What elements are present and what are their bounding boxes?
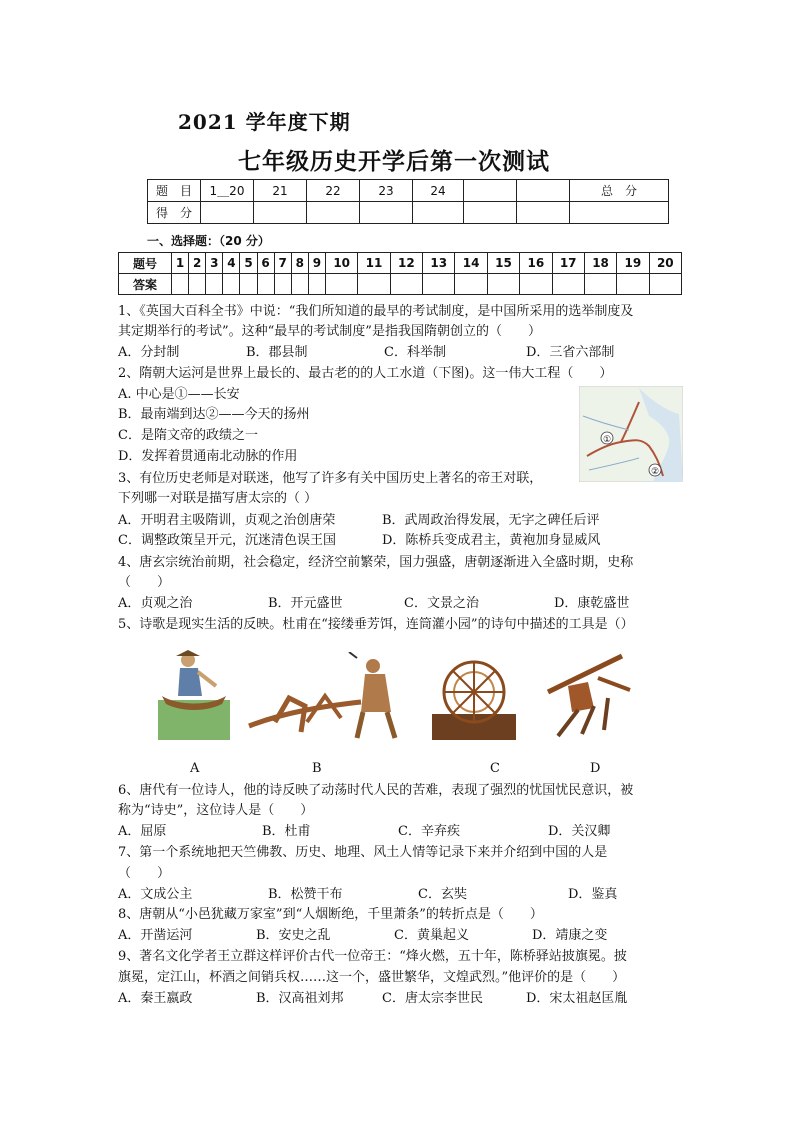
answer-number-cell: 18 [584,253,616,274]
option-c[interactable]: C．科举制 [384,345,446,360]
answer-input-cell[interactable] [520,274,552,295]
question-6-text-line1: 6、唐代有一位诗人，他的诗反映了动荡时代人民的苦难，表现了强烈的忧国忧民意识，被 [118,783,634,798]
answer-number-cell: 1 [172,253,189,274]
option-d[interactable]: D．陈桥兵变成君主，黄袍加身显威风 [382,533,601,548]
option-c[interactable]: C．是隋文帝的政绩之一 [118,428,258,443]
score-input-cell[interactable] [464,202,517,224]
answer-number-cell: 5 [240,253,257,274]
image-label-a: A [190,761,200,776]
question-7-text-line1: 7、第一个系统地把天竺佛教、历史、地理、风土人情等记录下来并介绍到中国的人是 [118,845,608,860]
answer-number-cell: 12 [390,253,422,274]
question-6-options [118,822,678,842]
option-b[interactable]: B．松赞干布 [268,887,343,902]
answer-input-cell[interactable] [358,274,390,295]
farmer-tool-image-a[interactable] [158,650,230,740]
image-label-d: D [590,761,601,776]
answer-input-cell[interactable] [308,274,325,295]
option-c[interactable]: C．唐太宗李世民 [382,991,483,1006]
answer-number-cell: 14 [455,253,487,274]
option-b[interactable]: B．安史之乱 [256,928,331,943]
image-label-c: C [490,761,500,776]
answer-input-cell[interactable] [189,274,206,295]
option-d[interactable]: D．康乾盛世 [554,596,630,611]
score-cell: 22 [307,180,360,202]
score-table [147,179,669,224]
answer-number-cell: 19 [617,253,649,274]
answer-input-cell[interactable] [223,274,240,295]
option-b[interactable]: B．最南端到达②——今天的扬州 [118,407,310,422]
school-year: 2021 学年度下期 [178,110,351,134]
question-4-text-line1: 4、唐玄宗统治前期，社会稳定，经济空前繁荣，国力强盛，唐朝逐渐进入全盛时期，史称 [118,555,634,570]
answer-input-cell[interactable] [584,274,616,295]
option-a[interactable]: A．开凿运河 [118,928,193,943]
option-a[interactable]: A．开明君主吸隋训，贞观之治创唐荣 [118,513,336,528]
answer-number-cell: 17 [552,253,584,274]
score-value-row [148,202,669,224]
answer-input-cell[interactable] [325,274,357,295]
question-6-text-line2: 称为“诗史”，这位诗人是（ ） [118,803,314,818]
answer-table [118,252,682,295]
question-7-options [118,885,678,905]
grand-canal-map [579,386,683,482]
question-9-text-line1: 9、著名文化学者王立群这样评价古代一位帝王：“烽火燃，五十年，陈桥驿站披旗冕。披 [118,949,627,964]
option-c[interactable]: C．调整政策呈开元，沉迷清色误王国 [118,533,336,548]
answer-row-label: 答案 [119,274,172,295]
option-a[interactable]: A．分封制 [118,345,180,360]
score-cell: 总 分 [570,180,669,202]
answer-input-cell[interactable] [206,274,223,295]
answer-input-cell[interactable] [455,274,487,295]
answer-number-cell: 4 [223,253,240,274]
option-d[interactable]: D．关汉卿 [548,824,611,839]
answer-number-cell: 15 [487,253,519,274]
score-cell: 1＿20 [201,180,254,202]
question-3-text-line2: 下列哪一对联是描写唐太宗的（ ） [118,491,318,506]
option-a[interactable]: A．贞观之治 [118,596,193,611]
question-9-options [118,989,678,1009]
score-input-cell[interactable] [570,202,669,224]
score-cell: 24 [413,180,464,202]
option-a[interactable]: A. 中心是①——长安 [118,387,240,402]
answer-value-row [119,274,682,295]
answer-row-label: 题号 [119,253,172,274]
farmer-tool-image-c[interactable] [432,656,516,740]
option-c[interactable]: C．玄奘 [418,887,467,902]
option-b[interactable]: B．郡县制 [246,345,308,360]
question-1-text-line2: 其定期举行的考试”。这种“最早的考试制度”是指我国隋朝创立的（ ） [118,324,541,339]
option-b[interactable]: B．汉高祖刘邦 [256,991,344,1006]
score-input-cell[interactable] [413,202,464,224]
option-c[interactable]: C．黄巢起义 [394,928,469,943]
answer-number-cell: 6 [257,253,274,274]
option-d[interactable]: D．三省六部制 [526,345,615,360]
answer-input-cell[interactable] [274,274,291,295]
option-a[interactable]: A．文成公主 [118,887,193,902]
answer-input-cell[interactable] [617,274,649,295]
question-8-options [118,926,678,946]
image-label-b: B [312,761,322,776]
option-b[interactable]: B．开元盛世 [268,596,343,611]
question-3-options-row2 [118,531,678,551]
score-cell: 得 分 [148,202,201,224]
answer-number-cell: 2 [189,253,206,274]
question-3-text-line1: 3、有位历史老师是对联迷，他写了许多有关中国历史上著名的帝王对联， [118,471,543,486]
answer-number-cell: 11 [358,253,390,274]
answer-number-cell: 13 [423,253,455,274]
map-label-2: ② [650,467,660,477]
score-cell: 23 [360,180,413,202]
option-c[interactable]: C．辛弃疾 [398,824,460,839]
option-a[interactable]: A．秦王嬴政 [118,991,193,1006]
farmer-tool-image-b[interactable] [245,652,405,740]
question-9-text-line2: 旗冕，定江山，杯酒之间销兵权……这一个，盛世繁华，文煌武烈。”他评价的是（ ） [118,970,626,985]
option-d[interactable]: D．鉴真 [568,887,618,902]
question-8-text: 8、唐朝从“小邑犹藏万家室”到“人烟断绝，千里萧条”的转折点是（ ） [118,907,543,922]
option-a[interactable]: A．屈原 [118,824,167,839]
score-input-cell[interactable] [307,202,360,224]
question-3-options-row1 [118,511,678,531]
answer-number-cell: 16 [520,253,552,274]
question-4-options [118,594,678,614]
answer-input-cell[interactable] [390,274,422,295]
option-c[interactable]: C．文景之治 [404,596,479,611]
answer-input-cell[interactable] [240,274,257,295]
option-b[interactable]: B．武周政治得发展，无字之碑任后评 [382,513,600,528]
answer-number-row [119,253,682,274]
answer-number-cell: 9 [308,253,325,274]
answer-input-cell[interactable] [552,274,584,295]
answer-number-cell: 3 [206,253,223,274]
question-1-options [118,343,678,363]
score-cell [517,180,570,202]
score-input-cell[interactable] [360,202,413,224]
page-title: 七年级历史开学后第一次测试 [238,148,550,175]
option-d[interactable]: D．发挥着贯通南北动脉的作用 [118,449,298,464]
score-input-cell[interactable] [517,202,570,224]
map-label-1: ① [602,435,612,445]
question-7-text-line2: （ ） [118,866,171,881]
answer-input-cell[interactable] [423,274,455,295]
answer-number-cell: 8 [291,253,308,274]
option-b[interactable]: B．杜甫 [262,824,311,839]
answer-input-cell[interactable] [291,274,308,295]
score-cell: 题 目 [148,180,201,202]
answer-input-cell[interactable] [172,274,189,295]
answer-number-cell: 10 [325,253,357,274]
farmer-tool-image-d[interactable] [538,652,634,740]
score-input-cell[interactable] [201,202,254,224]
answer-input-cell[interactable] [487,274,519,295]
question-2-text: 2、隋朝大运河是世界上最长的、最古老的的人工水道（下图)。这一伟大工程（ ） [118,366,613,381]
question-1-text-line1: 1、《英国大百科全书》中说：“我们所知道的最早的考试制度，是中国所采用的选举制度及 [118,304,634,319]
score-cell [464,180,517,202]
score-header-row [148,180,669,202]
answer-number-cell: 7 [274,253,291,274]
score-cell: 21 [254,180,307,202]
option-d[interactable]: D．靖康之变 [532,928,608,943]
question-5-text: 5、诗歌是现实生活的反映。杜甫在“接缕垂芳饵，连筒灌小园”的诗句中描述的工具是（） [118,617,634,632]
section-heading: 一、选择题：（20 分） [147,234,270,248]
answer-input-cell[interactable] [649,274,681,295]
option-d[interactable]: D．宋太祖赵匡胤 [526,991,628,1006]
question-4-text-line2: （ ） [118,575,171,590]
answer-input-cell[interactable] [257,274,274,295]
answer-number-cell: 20 [649,253,681,274]
score-input-cell[interactable] [254,202,307,224]
